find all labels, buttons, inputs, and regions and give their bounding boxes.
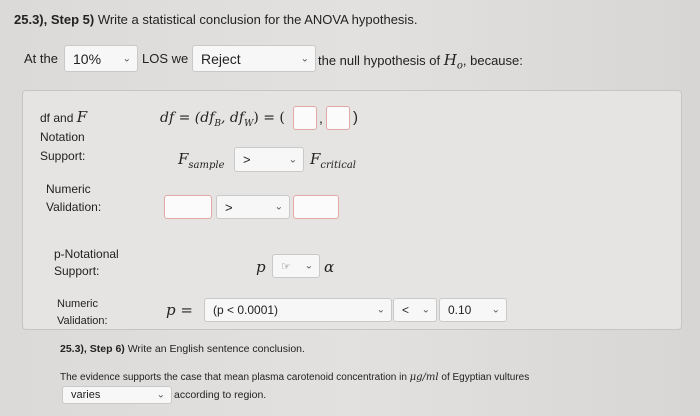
step5-title [14,12,417,27]
f-critical-sub: critical [320,160,356,171]
p-value-text: (p < 0.0001) [213,303,279,317]
alpha-value-text: 0.10 [448,303,472,317]
chevron-down-icon: ⌄ [300,53,309,64]
h0-symbol: H [443,51,457,69]
unit-text: μg/ml [409,372,439,383]
h0-subscript: o [456,60,463,72]
f-critical-symbol: F [310,150,321,168]
p-numeric-label [57,296,108,330]
step6-number: 25.3), Step 6) [60,343,125,355]
numeric-validation-label [46,180,101,216]
df-label-line1: df and [40,111,74,125]
null-text: the null hypothesis of [318,53,441,68]
chevron-down-icon: ⌄ [376,304,385,316]
f-compare-value: > [243,152,251,167]
alpha-value-select[interactable] [439,298,507,322]
because-text: , because: [462,53,523,68]
chevron-down-icon: ⌄ [122,53,131,64]
step5-instruction: Write a statistical conclusion for the ANOVA hypothesis. [94,12,418,27]
f-critical-label [310,150,356,171]
numeric-label-line2: Validation: [46,200,102,214]
alpha-symbol: α [324,258,335,276]
p-symbol: p [256,258,266,276]
numeric-compare-value: > [225,199,233,215]
p-equals: p = [166,301,193,319]
null-hypothesis-text [318,51,523,72]
p-compare-select[interactable] [272,254,320,278]
numeric-compare-select[interactable] [216,195,290,219]
df-within-input[interactable] [326,106,350,130]
df-notation-label [40,108,87,166]
at-the-label: At the [24,51,58,66]
df-comma: , [319,110,323,126]
chevron-down-icon: ⌄ [156,389,165,401]
df-expr-mid: , df [221,110,245,126]
f-compare-select[interactable] [234,147,304,172]
p-alpha-compare-select[interactable] [393,298,437,322]
p-numeric-line1: Numeric [57,298,98,310]
df-b-sub: B [214,118,222,129]
p-notational-label [54,246,119,280]
chevron-down-icon: ⌄ [274,201,283,213]
df-close-paren: ) [353,109,358,126]
df-label-line2: Notation [40,130,85,144]
chevron-down-icon: ⌄ [421,304,430,316]
chevron-down-icon: ⌄ [304,260,313,272]
step6-sentence [60,372,529,383]
df-expr-end: ) = ( [253,110,285,126]
conclusion-panel [22,90,682,330]
step6-title [60,343,305,355]
step6-instruction: Write an English sentence conclusion. [124,343,305,355]
chevron-down-icon: ⌄ [288,154,297,165]
p-alpha-compare-value: < [402,303,410,317]
df-w-sub: W [244,118,254,129]
df-expression [160,110,285,129]
los-select-value: 10% [73,50,102,67]
cursor-icon: ☞ [281,260,291,273]
sentence-before: The evidence supports the case that mean plasma carotenoid concentration in [60,372,410,383]
decision-select-value: Reject [201,50,241,67]
p-label-line2: Support: [54,264,100,278]
p-label-line1: p-Notational [54,247,119,261]
f-symbol: F [76,108,88,126]
df-label-line3: Support: [40,149,86,163]
step5-number: 25.3), Step 5) [14,12,95,27]
according-text: according to region. [174,389,267,401]
f-sample-symbol: F [178,150,189,168]
p-numeric-line2: Validation: [57,315,108,327]
f-critical-input[interactable] [293,195,339,219]
df-between-input[interactable] [293,106,317,130]
los-we-label: LOS we [142,51,189,66]
sentence-after: of Egyptian vultures [438,372,530,383]
decision-select[interactable] [192,45,316,72]
f-sample-sub: sample [188,160,225,171]
numeric-label-line1: Numeric [46,182,91,196]
varies-value: varies [71,389,101,401]
f-sample-label [178,150,225,171]
df-expr-start: df = (df [160,110,215,126]
f-sample-input[interactable] [164,195,212,219]
varies-select[interactable] [62,386,172,404]
los-select[interactable] [64,45,138,72]
chevron-down-icon: ⌄ [491,304,500,316]
p-value-select[interactable] [204,298,392,322]
